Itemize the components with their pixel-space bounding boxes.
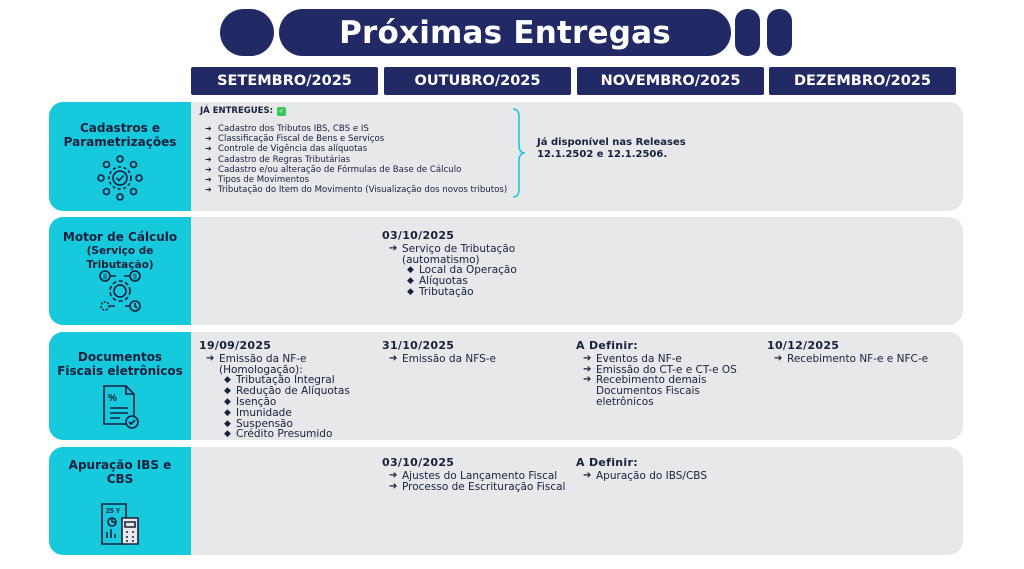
check-icon: ✓ xyxy=(278,106,285,115)
sub-item: ◆ Imunidade xyxy=(224,406,292,419)
month-header-novembro: NOVEMBRO/2025 xyxy=(577,67,764,95)
cell-novembro: A Definir: ➔ Eventos da NF-e ➔ Emissão do CT-e e CT-e OS ➔ Recebimento demais Documentos Fiscais eletrônicos xyxy=(576,341,761,408)
title-banner xyxy=(279,9,731,56)
page-title: Próximas Entregas xyxy=(339,14,671,51)
cell-outubro: 03/10/2025 ➔ Serviço de Tributação (automatismo) ◆ Local da Operação ◆ Alíquotas ◆ Tributação xyxy=(382,231,572,298)
row-documentos-fiscais xyxy=(49,332,963,440)
sub-item: ◆ Local da Operação xyxy=(407,264,517,277)
sub-item: ◆ Tributação Integral xyxy=(224,374,335,387)
month-header-dezembro: DEZEMBRO/2025 xyxy=(769,67,956,95)
network-gear-icon xyxy=(96,154,144,202)
row-label-text: Apuração IBS e CBS xyxy=(68,458,172,486)
row-motor-calculo xyxy=(49,217,963,325)
release-note: Já disponível nas Releases 12.1.2502 e 12.1.2506. xyxy=(537,137,686,160)
list-item: ➔ Emissão da NFS-e xyxy=(389,352,496,365)
svg-text:$: $ xyxy=(103,274,107,281)
sub-item: ◆ Suspensão xyxy=(224,417,293,430)
svg-text:$: $ xyxy=(133,274,137,281)
delivered-list xyxy=(205,124,507,195)
row-apuracao xyxy=(49,447,963,555)
title-decor-right-1 xyxy=(735,9,760,56)
row-cadastros xyxy=(49,102,963,211)
cell-outubro: 31/10/2025 ➔ Emissão da NFS-e xyxy=(382,341,567,365)
list-item: ➔ Emissão da NF-e (Homologação): xyxy=(206,352,307,376)
list-item: ➔ Classificação Fiscal de Bens e Serviços xyxy=(205,134,385,145)
month-header-setembro: SETEMBRO/2025 xyxy=(191,67,378,95)
gears-money-icon xyxy=(96,267,144,315)
row-label-text: Cadastros e Parametrizações xyxy=(63,121,177,149)
sub-item: ◆ Isenção xyxy=(224,395,277,408)
list-item: ➔ Apuração do IBS/CBS xyxy=(583,469,707,482)
cell-outubro: 03/10/2025 ➔ Ajustes do Lançamento Fiscal ➔ Processo de Escrituração Fiscal xyxy=(382,458,572,492)
list-item: ➔ Tributação do Item do Movimento (Visualização dos novos tributos) xyxy=(205,185,508,196)
row-label-text: Documentos Fiscais eletrônicos xyxy=(57,350,183,378)
svg-text:%: % xyxy=(108,393,117,404)
curly-brace-icon xyxy=(511,107,527,199)
cell-setembro: 19/09/2025 ➔ Emissão da NF-e (Homologação): ◆ Tributação Integral ◆ Redução de Alíquotas ◆ Isenção ◆ Imunidade ◆ Suspensão ◆ Crédito Presumido xyxy=(199,341,384,440)
list-item: ➔ Cadastro dos Tributos IBS, CBS e IS xyxy=(205,124,369,134)
title-decor-left xyxy=(220,9,274,56)
list-item: ➔ Tipos de Movimentos xyxy=(205,175,310,186)
list-item: ➔ Processo de Escrituração Fiscal xyxy=(389,480,566,493)
report-calculator-icon xyxy=(96,500,144,548)
sub-item: ◆ Alíquotas xyxy=(407,275,468,288)
sub-item: ◆ Crédito Presumido xyxy=(224,428,333,441)
list-item: ➔ Controle de Vigência das alíquotas xyxy=(205,144,368,155)
list-item: ➔ Recebimento demais Documentos Fiscais eletrônicos xyxy=(583,374,707,408)
list-item: ➔ Ajustes do Lançamento Fiscal xyxy=(389,469,558,482)
month-header-outubro: OUTUBRO/2025 xyxy=(384,67,571,95)
list-item: ➔ Cadastro e/ou alteração de Fórmulas de Base de Cálculo xyxy=(205,164,462,175)
sub-item: ◆ Redução de Alíquotas xyxy=(224,385,350,398)
list-item: ➔ Recebimento NF-e e NFC-e xyxy=(774,352,929,365)
delivered-heading: JÁ ENTREGUES: ✓ xyxy=(200,106,285,116)
list-item: ➔ Emissão do CT-e e CT-e OS xyxy=(583,363,737,376)
row-label-text: Motor de Cálculo (Serviço de Tributação) xyxy=(62,230,178,271)
svg-text:25 Y: 25 Y xyxy=(106,508,121,515)
list-item: ➔ Cadastro de Regras Tributárias xyxy=(205,154,351,165)
title-decor-right-2 xyxy=(767,9,792,56)
cell-dezembro: 10/12/2025 ➔ Recebimento NF-e e NFC-e xyxy=(767,341,957,365)
list-item: ➔ Eventos da NF-e xyxy=(583,352,682,365)
document-percent-icon xyxy=(96,382,144,430)
cell-novembro: A Definir: ➔ Apuração do IBS/CBS xyxy=(576,458,761,482)
sub-item: ◆ Tributação xyxy=(407,285,474,298)
list-item: ➔ Serviço de Tributação (automatismo) xyxy=(389,242,516,266)
